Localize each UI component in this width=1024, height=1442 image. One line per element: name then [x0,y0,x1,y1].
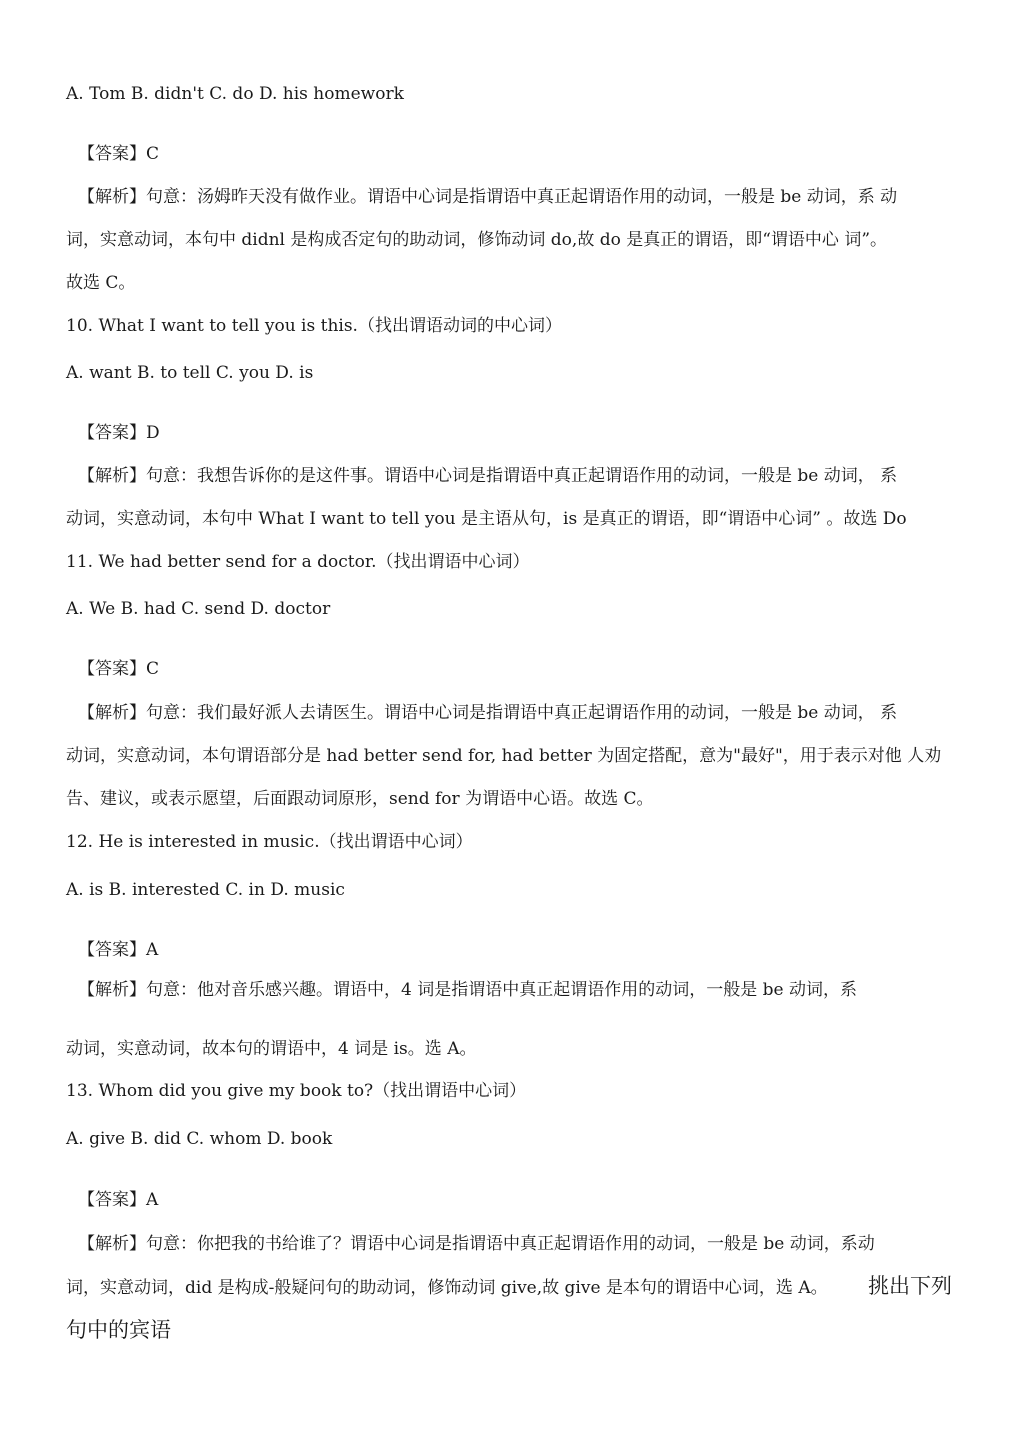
option-line: A. Tom B. didn't C. do D. his homework [66,84,404,104]
analysis-line: 词，实意动词，本句中 didnl 是构成否定句的助动词，修饰动词 do,故 do 是真正的谓语，即“谓语中心 词”。 [66,230,888,250]
answer-line: 【答案】C [78,144,160,164]
analysis-line: 【解析】句意：他对音乐感兴趣。谓语中，4 词是指谓语中真正起谓语作用的动词，一般是 be 动词，系 [78,980,857,1000]
answer-line: 【答案】A [78,1190,159,1210]
option-line: A. give B. did C. whom D. book [66,1129,333,1149]
analysis-line: 动词，实意动词，本句中 What I want to tell you 是主语从句，is 是真正的谓语，即“谓语中心词” 。故选 Do [66,509,907,529]
option-line: A. is B. interested C. in D. music [66,880,345,900]
option-line: A. want B. to tell C. you D. is [66,363,314,383]
answer-line: 【答案】D [78,423,160,443]
question-line: 10. What I want to tell you is this.（找出谓语动词的中心词） [66,316,562,336]
question-line: 11. We had better send for a doctor.（找出谓语中心词） [66,552,530,572]
question-line: 12. He is interested in music.（找出谓语中心词） [66,832,473,852]
question-line: 13. Whom did you give my book to?（找出谓语中心词） [66,1081,527,1101]
analysis-line: 【解析】句意：我们最好派人去请医生。谓语中心词是指谓语中真正起谓语作用的动词，一般是 be 动词， 系 [78,703,898,723]
analysis-line: 词，实意动词，did 是构成-般疑问句的助动词，修饰动词 give,故 give 是本句的谓语中心词，选 A。 [66,1278,828,1298]
answer-line: 【答案】C [78,659,160,679]
analysis-line: 动词，实意动词，本句谓语部分是 had better send for, had better 为固定搭配，意为"最好"，用于表示对他 人劝 [66,746,942,766]
analysis-line: 告、建议，或表示愿望，后面跟动词原形，send for 为谓语中心语。故选 C。 [66,789,654,809]
section-heading: 句中的宾语 [66,1318,171,1342]
analysis-line: 【解析】句意：你把我的书给谁了？谓语中心词是指谓语中真正起谓语作用的动词，一般是 be 动词，系动 [78,1234,875,1254]
analysis-line: 【解析】句意：我想告诉你的是这件事。谓语中心词是指谓语中真正起谓语作用的动词，一般是 be 动词， 系 [78,466,898,486]
analysis-line: 动词，实意动词，故本句的谓语中，4 词是 is。选 A。 [66,1039,477,1059]
answer-line: 【答案】A [78,940,159,960]
section-heading: 挑出下列 [868,1274,952,1298]
option-line: A. We B. had C. send D. doctor [66,599,331,619]
analysis-line: 【解析】句意：汤姆昨天没有做作业。谓语中心词是指谓语中真正起谓语作用的动词，一般是 be 动词，系 动 [78,187,898,207]
analysis-line: 故选 C。 [66,273,136,293]
